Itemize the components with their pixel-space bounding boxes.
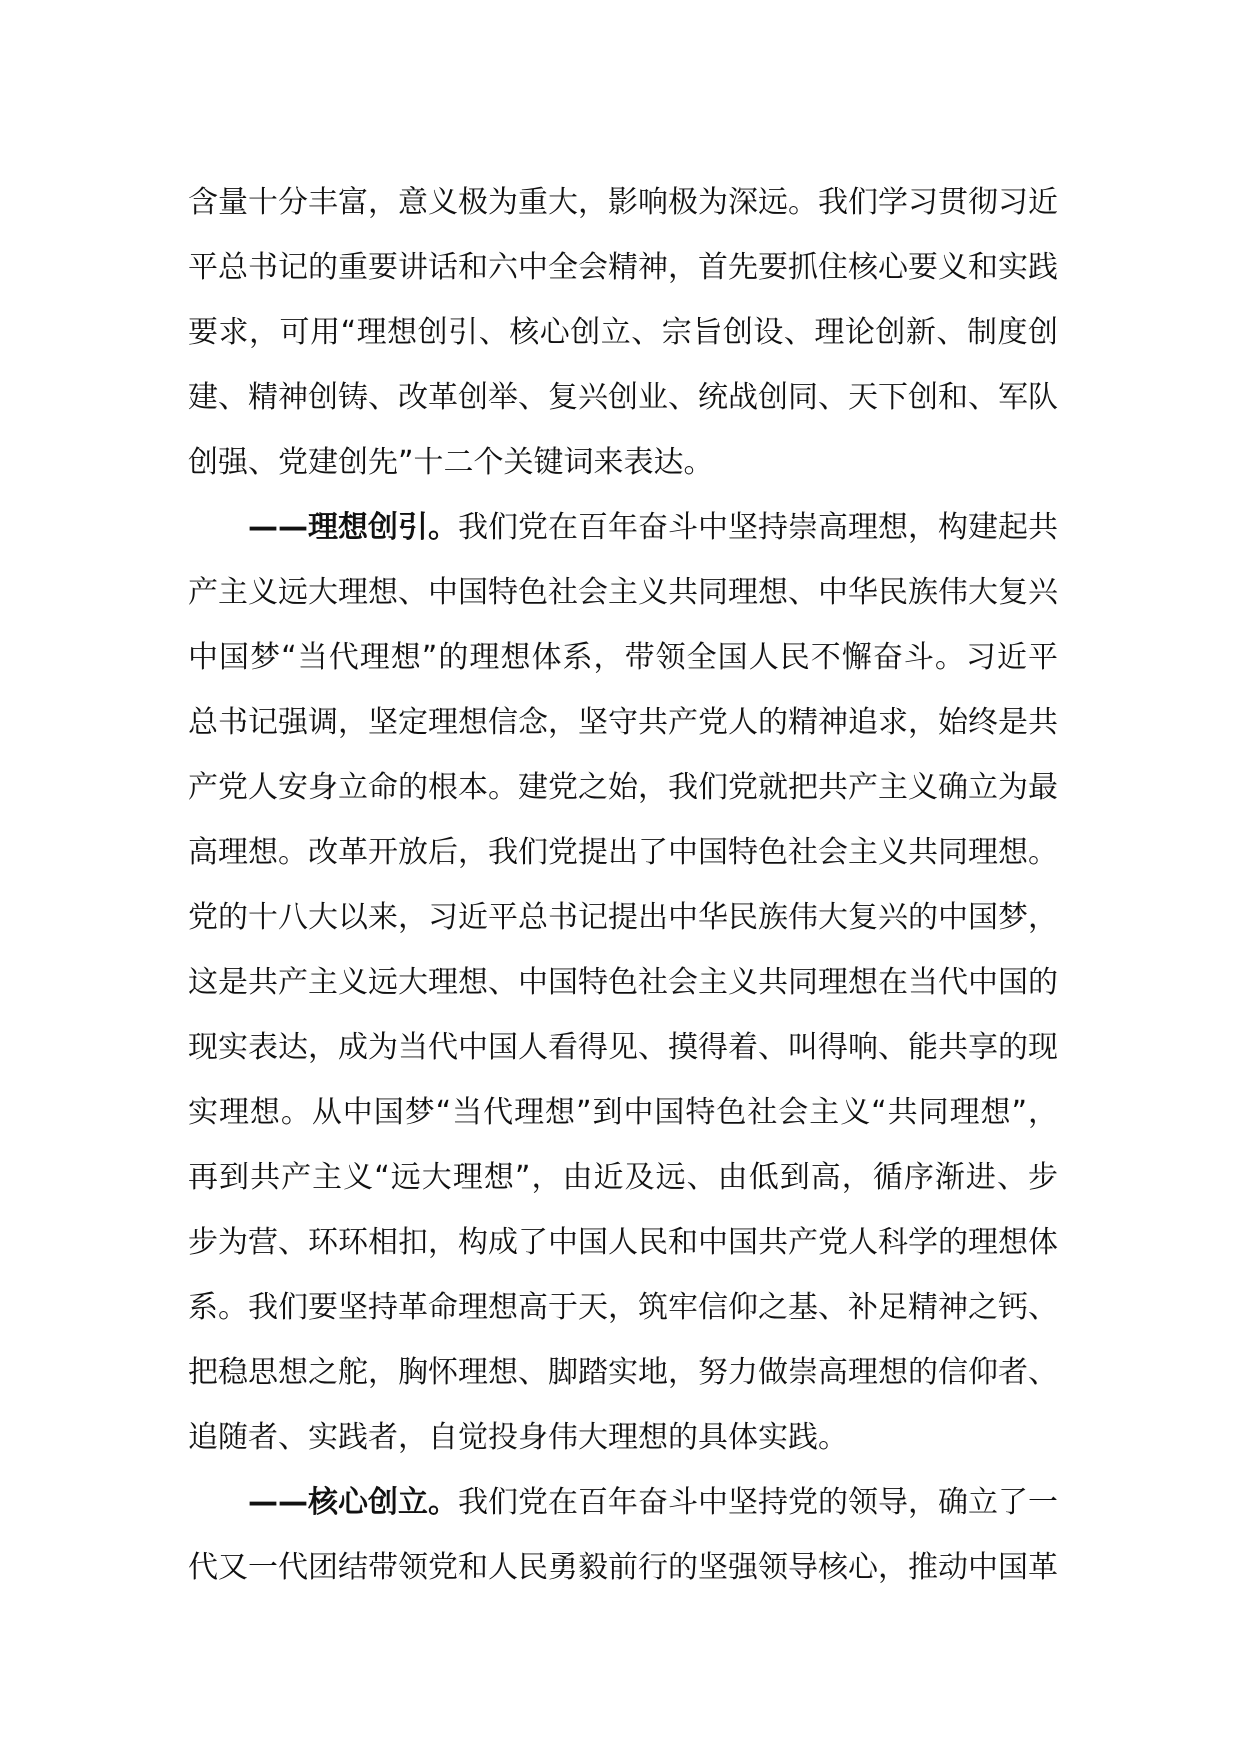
paragraph-intro — [188, 170, 1058, 495]
body-text — [188, 170, 1058, 1600]
paragraph-ideal — [188, 495, 1058, 1470]
paragraph-core — [188, 1470, 1058, 1600]
section-heading-core: ——核心创立。 — [248, 1485, 458, 1520]
paragraph-text: 我们党在百年奋斗中坚持崇高理想，构建起共产主义远大理想、中国特色社会主义共同理想、中华民族伟大复兴中国梦“当代理想”的理想体系，带领全国人民不懈奋斗。习近平总书记强调，坚定理想信念，坚守共产党人的精神追求，始终是共产党人安身立命的根本。建党之始，我们党就把共产主义确立为最高理想。改革开放后，我们党提出了中国特色社会主义共同理想。党的十八大以来，习近平总书记提出中华民族伟大复兴的中国梦，这是共产主义远大理想、中国特色社会主义共同理想在当代中国的现实表达，成为当代中国人看得见、摸得着、叫得响、能共享的现实理想。从中国梦“当代理想”到中国特色社会主义“共同理想”，再到共产主义“远大理想”，由近及远、由低到高，循序渐进、步步为营、环环相扣，构成了中国人民和中国共产党人科学的理想体系。我们要坚持革命理想高于天，筑牢信仰之基、补足精神之钙、把稳思想之舵，胸怀理想、脚踏实地，努力做崇高理想的信仰者、追随者、实践者，自觉投身伟大理想的具体实践。 — [188, 510, 1058, 1455]
paragraph-text: 我们党在百年奋斗中坚持党的领导，确立了一代又一代团结带领党和人民勇毅前行的坚强领导核心，推动中国革 — [188, 1485, 1058, 1585]
paragraph-text: 含量十分丰富，意义极为重大，影响极为深远。我们学习贯彻习近平总书记的重要讲话和六中全会精神，首先要抓住核心要义和实践要求，可用“理想创引、核心创立、宗旨创设、理论创新、制度创建、精神创铸、改革创举、复兴创业、统战创同、天下创和、军队创强、党建创先”十二个关键词来表达。 — [188, 185, 1058, 480]
section-heading-ideal: ——理想创引。 — [248, 510, 458, 545]
